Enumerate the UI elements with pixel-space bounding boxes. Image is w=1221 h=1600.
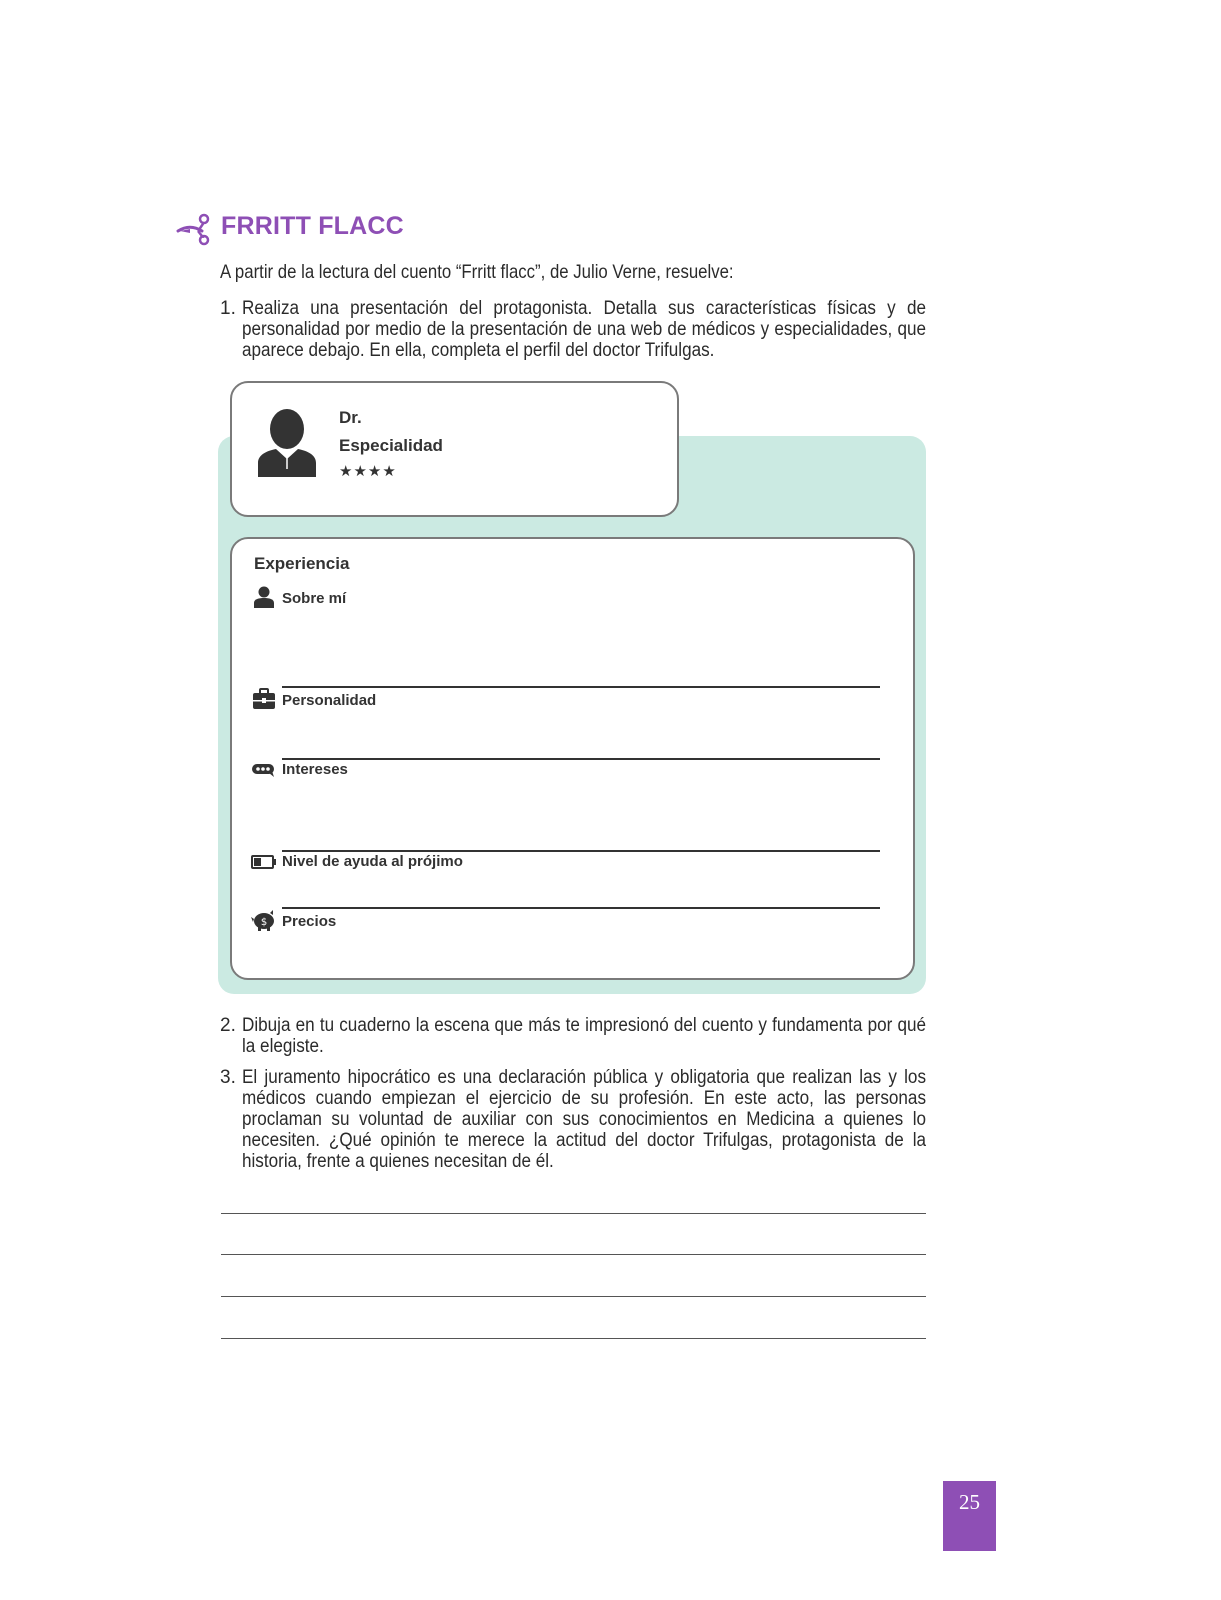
row-label-precios: Precios	[282, 913, 337, 930]
row-label-nivel-ayuda: Nivel de ayuda al prójimo	[282, 853, 463, 870]
intro-text: A partir de la lectura del cuento “Frritt flacc”, de Julio Verne, resuelve:	[220, 261, 734, 283]
person-icon	[251, 586, 277, 608]
specialty-label: Especialidad	[339, 436, 443, 455]
answer-line[interactable]	[221, 1213, 926, 1214]
list-item	[220, 298, 926, 361]
item-number: 2.	[220, 1015, 236, 1036]
answer-line[interactable]	[282, 850, 880, 852]
experience-heading: Experiencia	[254, 554, 350, 573]
list-item	[220, 1067, 926, 1172]
item-text: Dibuja en tu cuaderno la escena que más te impresionó del cuento y fundamenta por qué la elegiste.	[242, 1015, 926, 1057]
answer-line[interactable]	[221, 1254, 926, 1255]
row-label-sobre-mi: Sobre mí	[282, 590, 347, 607]
section-title: FRRITT FLACC	[221, 212, 404, 240]
item-number: 3.	[220, 1067, 236, 1088]
battery-icon	[251, 851, 277, 873]
row-label-intereses: Intereses	[282, 761, 348, 778]
briefcase-icon	[251, 688, 277, 710]
answer-line[interactable]	[282, 907, 880, 909]
rating-stars: ★★★★	[339, 463, 397, 480]
svg-text:$: $	[260, 917, 268, 928]
doctor-name-label: Dr.	[339, 408, 362, 427]
page-number: 25	[959, 1490, 980, 1514]
item-text: El juramento hipocrático es una declaración pública y obligatoria que realizan las y los médicos cuando empiezan el ejercicio de su profesión. En este acto, las personas proclaman su voluntad de auxiliar con sus conocimientos en Medicina a quienes lo necesiten. ¿Qué opinión te merece la actitud del doctor Trifulgas, protagonista de la historia, frente a quienes necesitan de él.	[242, 1067, 926, 1172]
piggy-bank-icon	[251, 909, 277, 931]
item-text: Realiza una presentación del protagonista. Detalla sus características físicas y de personalidad por medio de la presentación de una web de médicos y especialidades, que aparece debajo. En ella, completa el perfil del doctor Trifulgas.	[242, 298, 926, 361]
answer-line[interactable]	[282, 758, 880, 760]
answer-line[interactable]	[221, 1338, 926, 1339]
chat-bubble-icon	[251, 758, 277, 780]
row-label-personalidad: Personalidad	[282, 692, 377, 709]
answer-line[interactable]	[221, 1296, 926, 1297]
answer-line[interactable]	[282, 686, 880, 688]
item-number: 1.	[220, 298, 236, 319]
quill-flourish-icon	[176, 212, 212, 246]
doctor-avatar-icon	[256, 409, 318, 477]
list-item	[220, 1015, 926, 1057]
